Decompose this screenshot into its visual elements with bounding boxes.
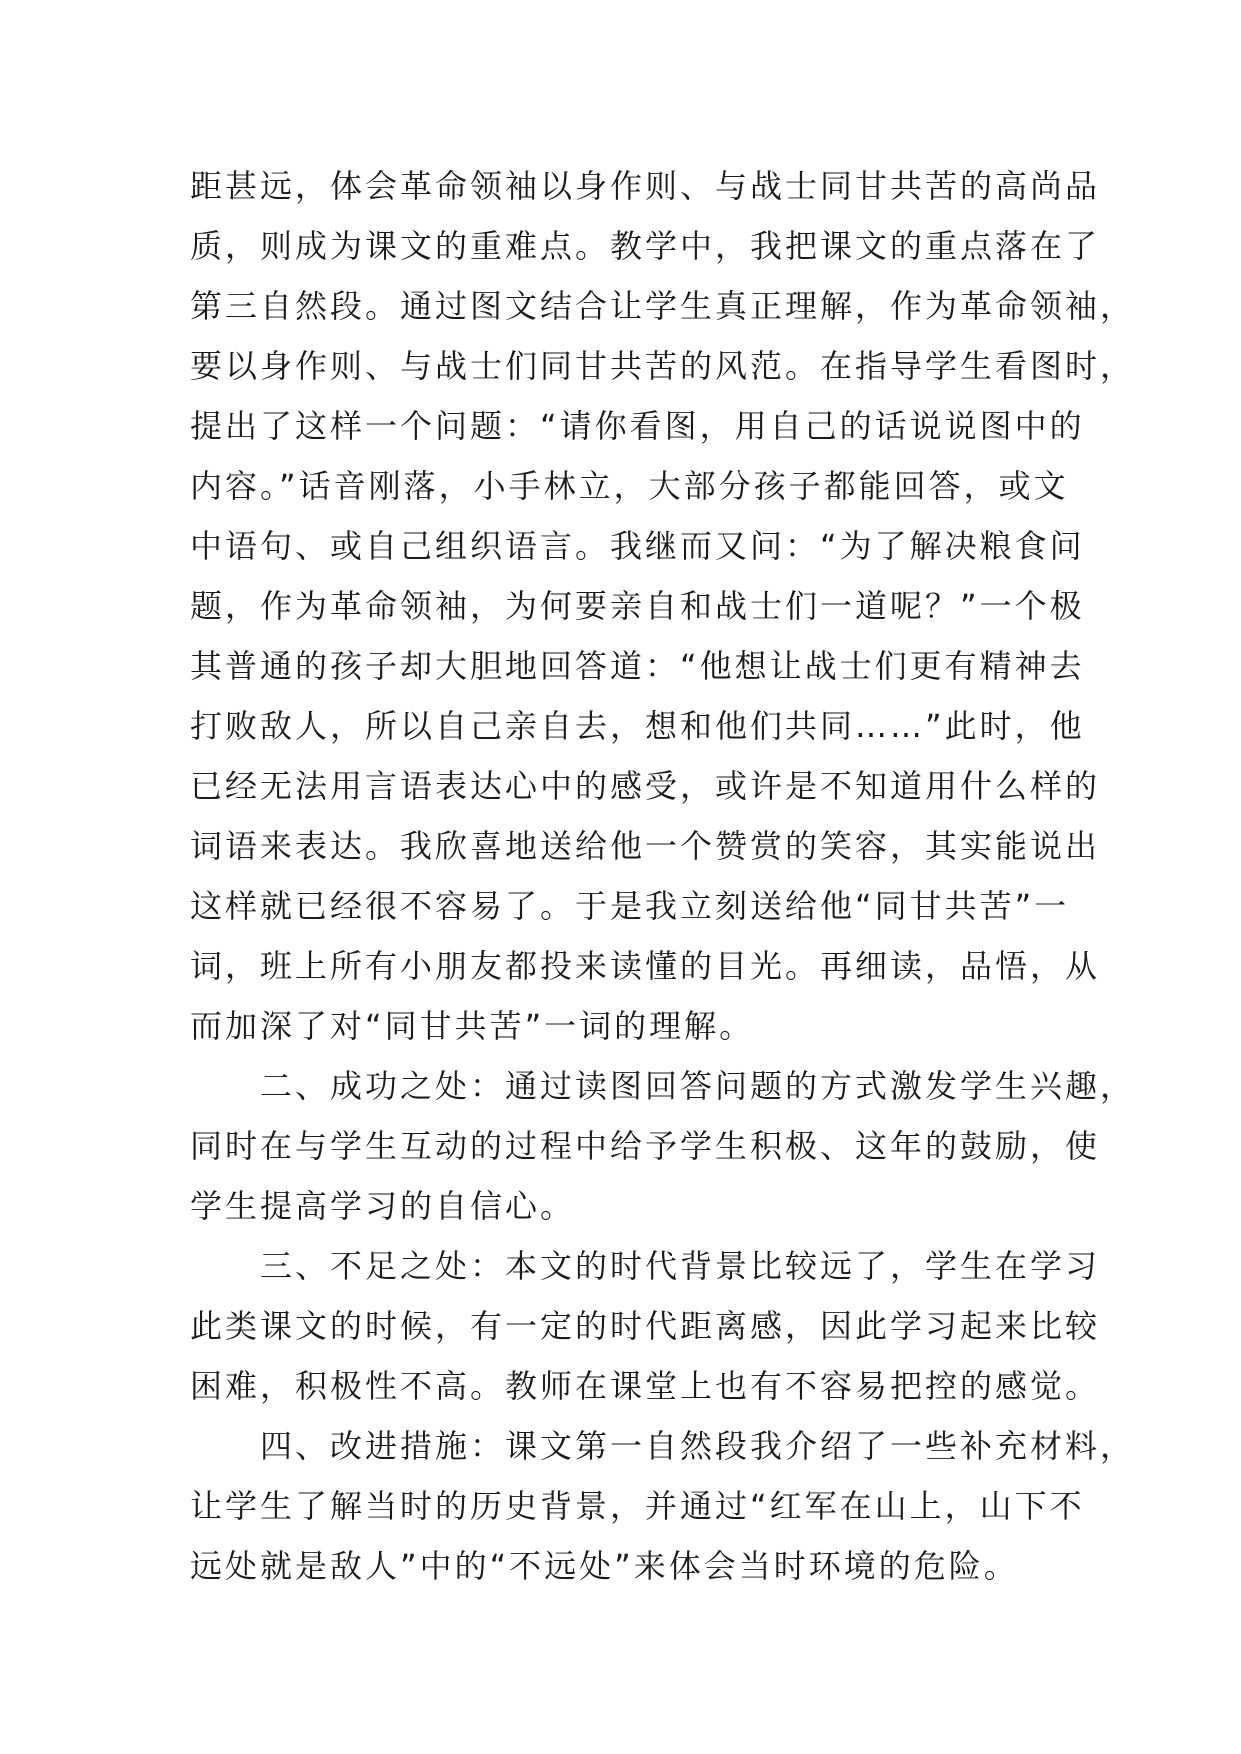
text-line: 词语来表达。我欣喜地送给他一个赞赏的笑容，其实能说出 — [190, 827, 1101, 865]
text-line: 距甚远，体会革命领袖以身作则、与战士同甘共苦的高尚品 — [190, 167, 1101, 205]
text-line: 内容。”话音刚落，小手林立，大部分孩子都能回答，或文 — [190, 467, 1069, 505]
text-line: 提出了这样一个问题：“请你看图，用自己的话说说图中的 — [190, 407, 1085, 445]
text-line: 质，则成为课文的重难点。教学中，我把课文的重点落在了 — [190, 227, 1101, 265]
section-heading-line: 四、改进措施：课文第一自然段我介绍了一些补充材料， — [190, 1427, 1136, 1465]
text-line: 同时在与学生互动的过程中给予学生积极、这年的鼓励，使 — [190, 1127, 1101, 1165]
text-line: 远处就是敌人”中的“不远处”来体会当时环境的危险。 — [190, 1547, 1019, 1585]
text-line: 词，班上所有小朋友都投来读懂的目光。再细读，品悟，从 — [190, 947, 1101, 985]
text-line: 打败敌人，所以自己亲自去，想和他们共同……”此时，他 — [190, 707, 1085, 745]
text-line: 而加深了对“同甘共苦”一词的理解。 — [190, 1007, 755, 1045]
text-line: 题，作为革命领袖，为何要亲自和战士们一道呢？”一个极 — [190, 587, 1085, 625]
text-line: 此类课文的时候，有一定的时代距离感，因此学习起来比较 — [190, 1307, 1101, 1345]
text-line: 让学生了解当时的历史背景，并通过“红军在山上，山下不 — [190, 1487, 1085, 1525]
text-line: 其普通的孩子却大胆地回答道：“他想让战士们更有精神去 — [190, 647, 1085, 685]
text-line: 已经无法用言语表达心中的感受，或许是不知道用什么样的 — [190, 767, 1101, 805]
text-line: 第三自然段。通过图文结合让学生真正理解，作为革命领袖， — [190, 287, 1136, 325]
section-heading-line: 三、不足之处：本文的时代背景比较远了，学生在学习 — [190, 1247, 1101, 1285]
text-line: 学生提高学习的自信心。 — [190, 1187, 576, 1225]
text-line: 困难，积极性不高。教师在课堂上也有不容易把控的感觉。 — [190, 1367, 1101, 1405]
body-text — [190, 156, 1136, 1596]
text-line: 要以身作则、与战士们同甘共苦的风范。在指导学生看图时， — [190, 347, 1136, 385]
text-line: 这样就已经很不容易了。于是我立刻送给他“同甘共苦”一 — [190, 887, 1070, 925]
text-line: 中语句、或自己组织语言。我继而又问：“为了解决粮食问 — [190, 527, 1085, 565]
section-heading-line: 二、成功之处：通过读图回答问题的方式激发学生兴趣， — [190, 1067, 1136, 1105]
